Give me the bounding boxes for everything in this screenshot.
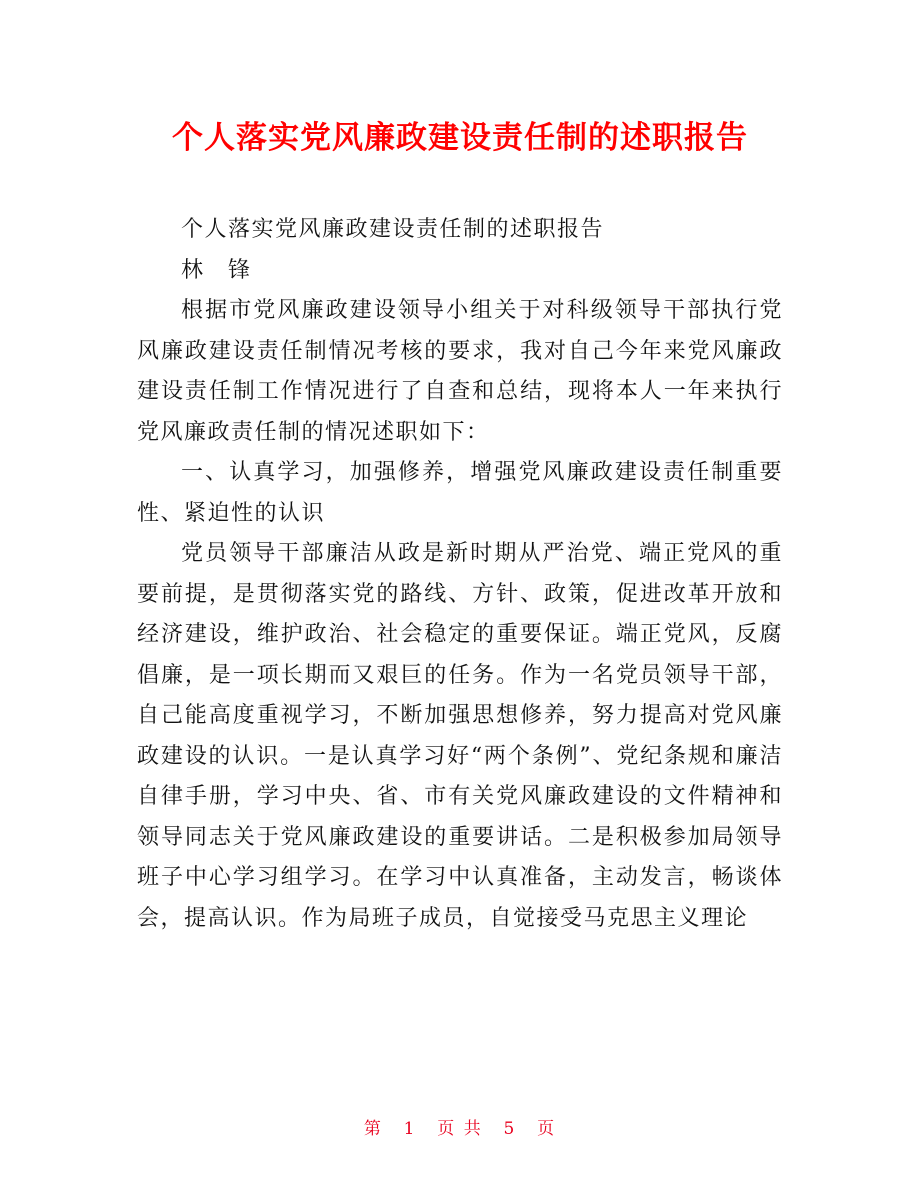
document-body <box>137 210 783 939</box>
footer-prefix: 第 <box>363 1119 383 1139</box>
section-heading-1: 一、认真学习，加强修养，增强党风廉政建设责任制重要性、紧迫性的认识 <box>137 460 783 526</box>
paragraph-intro: 根据市党风廉政建设领导小组关于对科级领导干部执行党风廉政建设责任制情况考核的要求，我对自己今年来党风廉政建设责任制工作情况进行了自查和总结，现将本人一年来执行党风廉政责任制的情况述职如下： <box>137 298 783 445</box>
document-subtitle: 个人落实党风廉政建设责任制的述职报告 <box>181 217 605 242</box>
document-author: 林 锋 <box>181 257 252 283</box>
footer-total-pages: 5 <box>503 1119 517 1139</box>
document-title: 个人落实党风廉政建设责任制的述职报告 <box>172 120 748 156</box>
footer-page-number: 1 <box>403 1119 417 1139</box>
footer-suffix: 页 <box>537 1119 557 1139</box>
page-footer <box>0 1114 920 1139</box>
footer-middle: 页 共 <box>437 1119 483 1139</box>
paragraph-section-1: 党员领导干部廉洁从政是新时期从严治党、端正党风的重要前提，是贯彻落实党的路线、方针、政策，促进改革开放和经济建设，维护政治、社会稳定的重要保证。端正党风，反腐倡廉，是一项长期而又艰巨的任务。作为一名党员领导干部，自己能高度重视学习，不断加强思想修养，努力提高对党风廉政建设的认识。一是认真学习好“两个条例”、党纪条规和廉洁自律手册，学习中央、省、市有关党风廉政建设的文件精神和领导同志关于党风廉政建设的重要讲话。二是积极参加局领导班子中心学习组学习。在学习中认真准备，主动发言，畅谈体会，提高认识。作为局班子成员，自觉接受马克思主义理论 <box>137 541 783 931</box>
